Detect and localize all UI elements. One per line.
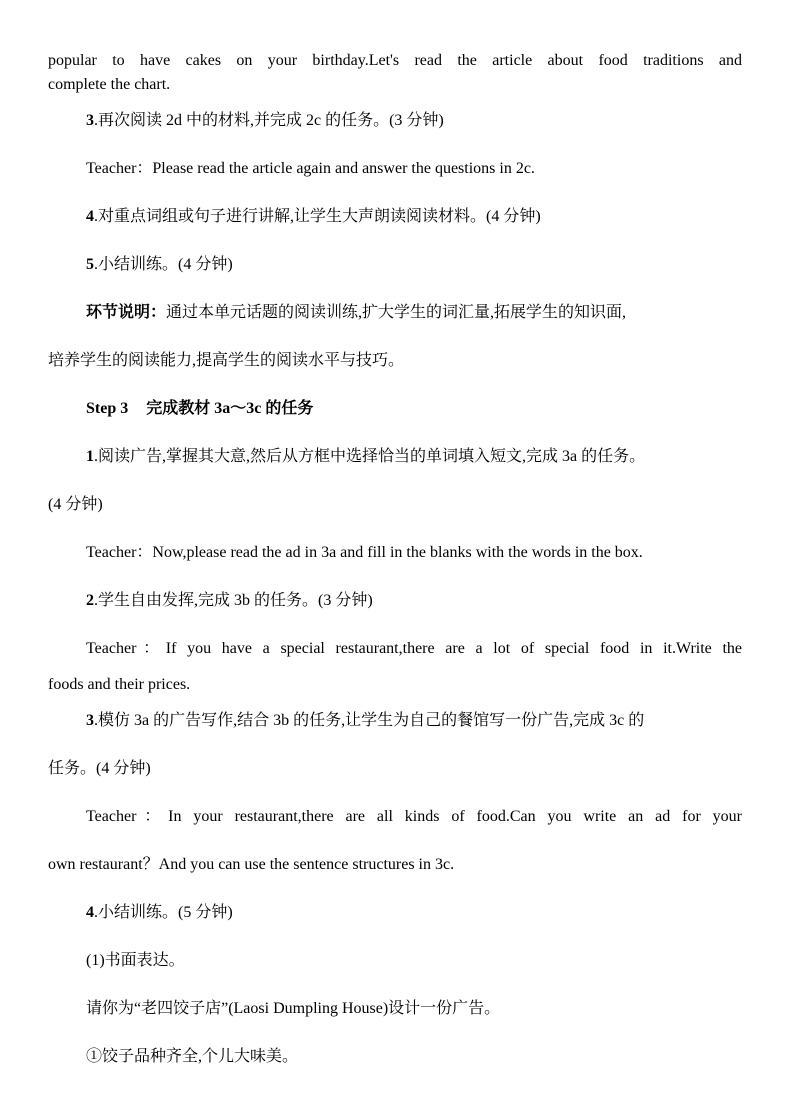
section-note <box>86 303 626 323</box>
task-item-3 <box>86 711 644 731</box>
teacher-line-4-continued: own restaurant？And you can use the sentence structures in 3c. <box>48 856 455 873</box>
speaker-label: Teacher： <box>86 808 169 825</box>
step-item-4 <box>86 207 541 227</box>
note-label: 环节说明： <box>86 304 167 321</box>
teacher-line-3 <box>86 639 742 659</box>
teacher-line-2 <box>86 543 643 563</box>
step-item-3 <box>86 111 444 131</box>
task-item-3-continued: 任务。(4 分钟) <box>48 760 151 777</box>
exercise-prompt: 请你为“老四饺子店”(Laosi Dumpling House)设计一份广告。 <box>86 1000 501 1017</box>
item-text: .再次阅读 2d 中的材料,并完成 2c 的任务。(3 分钟) <box>94 112 444 129</box>
item-number: 4 <box>86 904 94 921</box>
item-number: 3 <box>86 712 94 729</box>
item-text: .小结训练。(4 分钟) <box>94 256 233 273</box>
teacher-line-4 <box>86 807 742 827</box>
item-text: .对重点词组或句子进行讲解,让学生大声朗读阅读材料。(4 分钟) <box>94 208 541 225</box>
item-text: .学生自由发挥,完成 3b 的任务。(3 分钟) <box>94 592 373 609</box>
task-item-1 <box>86 447 645 467</box>
speaker-text: Please read the article again and answer the questions in 2c. <box>152 160 535 177</box>
teacher-line-1 <box>86 159 535 179</box>
step-heading <box>86 399 313 419</box>
exercise-point-1: ①饺子品种齐全,个儿大味美。 <box>86 1048 299 1065</box>
item-number: 3 <box>86 112 94 129</box>
speaker-label: Teacher： <box>86 544 153 561</box>
step-item-5 <box>86 255 233 275</box>
paragraph-line-2: complete the chart. <box>48 76 171 93</box>
speaker-text: If you have a special restaurant,there are a lot of special food in it.Write the <box>165 640 742 657</box>
item-number: 2 <box>86 592 94 609</box>
note-text: 通过本单元话题的阅读训练,扩大学生的词汇量,拓展学生的知识面, <box>166 304 627 321</box>
item-text: .模仿 3a 的广告写作,结合 3b 的任务,让学生为自己的餐馆写一份广告,完成 3c 的 <box>94 712 645 729</box>
section-note-continued: 培养学生的阅读能力,提高学生的阅读水平与技巧。 <box>48 352 405 369</box>
speaker-text: In your restaurant,there are all kinds of food.Can you write an ad for your <box>168 808 742 825</box>
step-label: Step 3 <box>86 400 129 417</box>
task-item-2 <box>86 591 373 611</box>
item-number: 4 <box>86 208 94 225</box>
task-item-1-continued: (4 分钟) <box>48 496 103 513</box>
item-text: .阅读广告,掌握其大意,然后从方框中选择恰当的单词填入短文,完成 3a 的任务。 <box>94 448 646 465</box>
speaker-label: Teacher： <box>86 640 166 657</box>
item-number: 5 <box>86 256 94 273</box>
item-text: .小结训练。(5 分钟) <box>94 904 233 921</box>
item-number: 1 <box>86 448 94 465</box>
exercise-heading: (1)书面表达。 <box>86 952 185 969</box>
speaker-label: Teacher： <box>86 160 153 177</box>
task-item-4 <box>86 903 233 923</box>
speaker-text: Now,please read the ad in 3a and fill in the blanks with the words in the box. <box>152 544 643 561</box>
teacher-line-3-continued: foods and their prices. <box>48 676 191 693</box>
paragraph-line-1: popular to have cakes on your birthday.Let's read the article about food traditions and <box>48 52 742 69</box>
step-title: 完成教材 3a～3c 的任务 <box>146 400 314 417</box>
